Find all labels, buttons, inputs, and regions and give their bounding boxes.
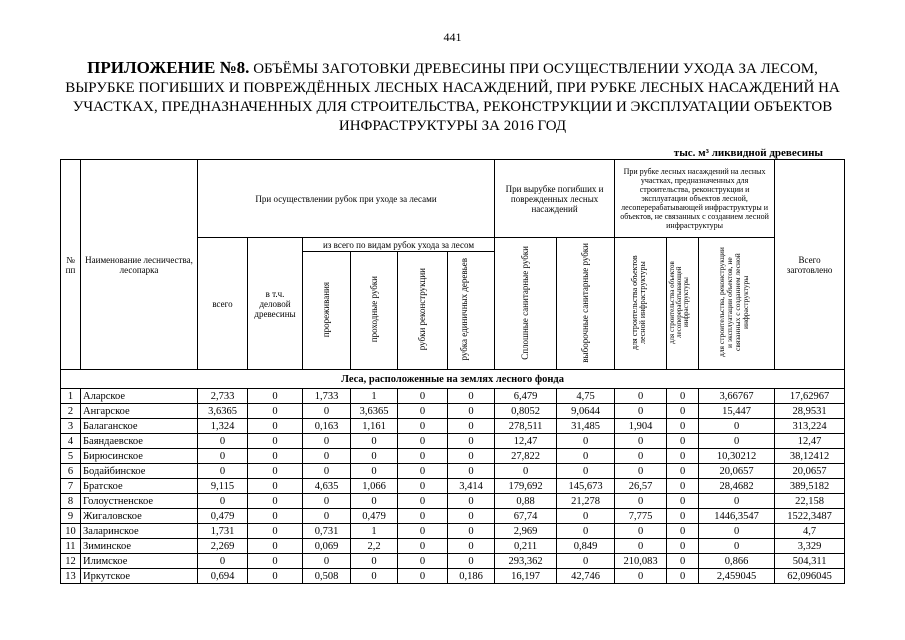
table-cell: 0 [667, 404, 699, 419]
table-cell: 0 [448, 539, 495, 554]
header-selective-sanitary-text: выборочные санитарные рубки [580, 242, 591, 363]
page-title [60, 58, 845, 136]
table-cell: 6,479 [495, 389, 557, 404]
forestry-name: Ангарское [81, 404, 198, 419]
table-cell: 16,197 [495, 569, 557, 584]
table-cell: 0 [615, 404, 667, 419]
section-title: Леса, расположенные на землях лесного фонда [61, 370, 845, 389]
table-cell: 0 [699, 419, 775, 434]
table-cell: 0,069 [303, 539, 351, 554]
table-cell: 2,459045 [699, 569, 775, 584]
table-cell: 0 [667, 389, 699, 404]
table-cell: 179,692 [495, 479, 557, 494]
table-cell: 38,12412 [775, 449, 845, 464]
table-cell: 0 [398, 479, 448, 494]
table-row [61, 479, 845, 494]
table-cell: 2,2 [351, 539, 398, 554]
table-cell: 3,6365 [198, 404, 248, 419]
table-cell: 0 [248, 389, 303, 404]
table-cell: 0 [667, 569, 699, 584]
table-cell: 2,269 [198, 539, 248, 554]
row-number: 13 [61, 569, 81, 584]
table-cell: 0 [667, 419, 699, 434]
row-number: 9 [61, 509, 81, 524]
forestry-name: Илимское [81, 554, 198, 569]
table-cell: 0 [351, 569, 398, 584]
table-row [61, 494, 845, 509]
table-cell: 26,57 [615, 479, 667, 494]
table-cell: 0 [557, 524, 615, 539]
table-cell: 0 [398, 464, 448, 479]
table-cell: 278,511 [495, 419, 557, 434]
table-cell: 31,485 [557, 419, 615, 434]
table-cell: 0 [448, 494, 495, 509]
title-rest: ОБЪЁМЫ ЗАГОТОВКИ ДРЕВЕСИНЫ ПРИ ОСУЩЕСТВЛЕНИИ УХОДА ЗА ЛЕСОМ, ВЫРУБКЕ ПОГИБШИХ И ПОВРЕЖДЁННЫХ ЛЕСНЫХ НАСАЖДЕНИЙ, ПРИ РУБКЕ ЛЕСНЫХ НАСАЖДЕНИЙ НА УЧАСТКАХ, ПРЕДНАЗНАЧЕННЫХ ДЛЯ СТРОИТЕЛЬСТВА, РЕКОНСТРУКЦИИ И ЭКСПЛУАТАЦИИ ОБЪЕКТОВ ИНФРАСТРУКТУРЫ ЗА 2016 ГОД [65, 61, 840, 134]
table-cell: 4,75 [557, 389, 615, 404]
table-cell: 0 [198, 434, 248, 449]
table-cell: 0 [398, 404, 448, 419]
table-cell: 0 [248, 524, 303, 539]
table-cell: 0 [248, 494, 303, 509]
header-single-trees [448, 252, 495, 370]
table-cell: 0 [495, 464, 557, 479]
table-header [61, 160, 845, 370]
table-cell: 0 [448, 449, 495, 464]
table-cell: 0 [248, 509, 303, 524]
table-cell: 0 [557, 554, 615, 569]
header-infra-forest-text: для строительства объектов лесной инфраструктуры [629, 255, 647, 350]
forestry-name: Братское [81, 479, 198, 494]
table-row [61, 419, 845, 434]
header-thinning-text: прореживания [321, 281, 331, 338]
table-cell: 0,479 [198, 509, 248, 524]
header-infra-forest [615, 238, 667, 370]
header-passing [351, 252, 398, 370]
table-cell: 0 [448, 404, 495, 419]
table-cell: 0 [398, 509, 448, 524]
table-cell: 0 [667, 449, 699, 464]
row-number: 6 [61, 464, 81, 479]
forestry-name: Бодайбинское [81, 464, 198, 479]
table-cell: 0 [198, 494, 248, 509]
table-cell: 0 [351, 494, 398, 509]
table-cell: 0 [615, 539, 667, 554]
table-cell: 3,414 [448, 479, 495, 494]
table-cell: 0 [303, 494, 351, 509]
table-cell: 0 [303, 464, 351, 479]
table-row [61, 449, 845, 464]
table-cell: 0 [667, 479, 699, 494]
table-cell: 3,329 [775, 539, 845, 554]
table-cell: 22,158 [775, 494, 845, 509]
header-total: всего [198, 238, 248, 370]
harvest-table [60, 159, 845, 584]
header-clear-sanitary-text: Сплошные санитарные рубки [520, 245, 531, 360]
table-cell: 0 [198, 554, 248, 569]
table-cell: 0 [198, 464, 248, 479]
header-selective-sanitary [557, 238, 615, 370]
header-single-trees-text: рубка единичных деревьев [459, 258, 470, 361]
header-dead-group: При вырубке погибших и поврежденных лесных насаждений [495, 160, 615, 238]
table-cell: 0 [398, 389, 448, 404]
table-cell: 0 [699, 494, 775, 509]
table-cell: 0 [351, 434, 398, 449]
forestry-name: Жигаловское [81, 509, 198, 524]
table-row [61, 464, 845, 479]
table-cell: 0 [303, 449, 351, 464]
table-cell: 1,161 [351, 419, 398, 434]
table-cell: 0 [667, 524, 699, 539]
row-number: 2 [61, 404, 81, 419]
table-cell: 20,0657 [775, 464, 845, 479]
table-cell: 1,324 [198, 419, 248, 434]
table-cell: 0 [248, 554, 303, 569]
table-cell: 0 [699, 524, 775, 539]
table-cell: 0 [398, 419, 448, 434]
table-cell: 4,7 [775, 524, 845, 539]
table-cell: 3,66767 [699, 389, 775, 404]
table-row [61, 509, 845, 524]
table-cell: 0,8052 [495, 404, 557, 419]
table-cell: 0 [248, 464, 303, 479]
forestry-name: Зиминское [81, 539, 198, 554]
table-cell: 293,362 [495, 554, 557, 569]
table-cell: 0 [448, 389, 495, 404]
table-cell: 0 [615, 524, 667, 539]
table-row [61, 404, 845, 419]
table-cell: 42,746 [557, 569, 615, 584]
table-cell: 0 [667, 539, 699, 554]
table-cell: 0,186 [448, 569, 495, 584]
table-cell: 12,47 [775, 434, 845, 449]
header-thinning [303, 252, 351, 370]
table-cell: 1 [351, 524, 398, 539]
header-reconstruction-text: рубки реконструкции [417, 268, 427, 351]
table-cell: 0,508 [303, 569, 351, 584]
forestry-name: Заларинское [81, 524, 198, 539]
table-cell: 0 [398, 554, 448, 569]
table-cell: 2,733 [198, 389, 248, 404]
forestry-name: Балаганское [81, 419, 198, 434]
header-by-type: из всего по видам рубок ухода за лесом [303, 238, 495, 252]
forestry-name: Иркутское [81, 569, 198, 584]
table-cell: 0 [303, 434, 351, 449]
table-cell: 0 [398, 569, 448, 584]
header-infra-other-text: для строительства, реконструкции и эксплуатации объектов, не связанных с созданием лесной инфраструктуры [716, 247, 750, 358]
units-label: тыс. м³ ликвидной древесины [673, 147, 823, 159]
table-cell: 0 [667, 434, 699, 449]
forestry-name: Аларское [81, 389, 198, 404]
table-cell: 3,6365 [351, 404, 398, 419]
table-cell: 0 [351, 464, 398, 479]
table-cell: 0 [303, 554, 351, 569]
row-number: 7 [61, 479, 81, 494]
table-cell: 0 [303, 509, 351, 524]
table-cell: 9,0644 [557, 404, 615, 419]
table-cell: 28,9531 [775, 404, 845, 419]
table-cell: 17,62967 [775, 389, 845, 404]
table-cell: 1522,3487 [775, 509, 845, 524]
table-cell: 20,0657 [699, 464, 775, 479]
table-cell: 0 [448, 509, 495, 524]
table-cell: 0 [557, 449, 615, 464]
table-cell: 9,115 [198, 479, 248, 494]
row-number: 11 [61, 539, 81, 554]
header-infra-group: При рубке лесных насаждений на лесных участках, предназначенных для строительства, реконструкции и эксплуатации объектов лесной, лесоперерабатывающей инфраструктуры и объектов, не связанных с созданием лесной инфраструктуры [615, 160, 775, 238]
table-cell: 0 [248, 449, 303, 464]
header-incl-deadwood: в т.ч. деловой древесины [248, 238, 303, 370]
row-number: 8 [61, 494, 81, 509]
forestry-name: Голоустненское [81, 494, 198, 509]
row-number: 10 [61, 524, 81, 539]
table-cell: 1446,3547 [699, 509, 775, 524]
table-cell: 0 [615, 569, 667, 584]
table-cell: 0 [557, 434, 615, 449]
table-cell: 0 [557, 509, 615, 524]
table-cell: 0 [248, 419, 303, 434]
table-cell: 0 [248, 434, 303, 449]
table-cell: 0,88 [495, 494, 557, 509]
table-row [61, 539, 845, 554]
header-passing-text: проходные рубки [368, 276, 379, 343]
table-cell: 0 [351, 554, 398, 569]
header-reconstruction [398, 252, 448, 370]
row-number: 12 [61, 554, 81, 569]
row-number: 5 [61, 449, 81, 464]
table-cell: 0 [398, 434, 448, 449]
table-cell: 0 [615, 434, 667, 449]
table-cell: 0 [448, 419, 495, 434]
table-cell: 0 [448, 464, 495, 479]
table-row [61, 569, 845, 584]
forestry-name: Бирюсинское [81, 449, 198, 464]
table-cell: 27,822 [495, 449, 557, 464]
header-care-group: При осуществлении рубок при уходе за лесами [198, 160, 495, 238]
table-body [61, 370, 845, 584]
table-cell: 15,447 [699, 404, 775, 419]
row-number: 1 [61, 389, 81, 404]
table-cell: 0 [448, 524, 495, 539]
table-cell: 1,066 [351, 479, 398, 494]
table-cell: 0,731 [303, 524, 351, 539]
forestry-name: Баяндаевское [81, 434, 198, 449]
table-cell: 1,731 [198, 524, 248, 539]
table-cell: 0 [398, 494, 448, 509]
table-cell: 0 [699, 539, 775, 554]
table-cell: 0,211 [495, 539, 557, 554]
table-cell: 0 [615, 389, 667, 404]
header-name: Наименование лесничества, лесопарка [81, 160, 198, 370]
table-row [61, 554, 845, 569]
table-cell: 0 [667, 494, 699, 509]
table-cell: 62,096045 [775, 569, 845, 584]
table-cell: 0 [398, 449, 448, 464]
table-cell: 1 [351, 389, 398, 404]
page-number: 441 [443, 30, 462, 44]
table-cell: 0 [398, 539, 448, 554]
row-number: 3 [61, 419, 81, 434]
title-lead: ПРИЛОЖЕНИЕ №8. [87, 58, 250, 77]
table-cell: 145,673 [557, 479, 615, 494]
header-clear-sanitary [495, 238, 557, 370]
table-cell: 0 [248, 479, 303, 494]
table-cell: 12,47 [495, 434, 557, 449]
table-cell: 2,969 [495, 524, 557, 539]
table-cell: 0,163 [303, 419, 351, 434]
table-cell: 67,74 [495, 509, 557, 524]
header-grand-total: Всего заготовлено [775, 160, 845, 370]
table-cell: 1,733 [303, 389, 351, 404]
table-row [61, 434, 845, 449]
table-cell: 0,866 [699, 554, 775, 569]
table-cell: 0 [615, 449, 667, 464]
header-infra-other [699, 238, 775, 370]
table-row [61, 524, 845, 539]
table-cell: 389,5182 [775, 479, 845, 494]
table-cell: 0 [248, 569, 303, 584]
section-row [61, 370, 845, 389]
table-cell: 0 [448, 434, 495, 449]
table-cell: 7,775 [615, 509, 667, 524]
table-cell: 0 [198, 449, 248, 464]
table-cell: 0 [667, 464, 699, 479]
table-cell: 313,224 [775, 419, 845, 434]
table-cell: 21,278 [557, 494, 615, 509]
table-row [61, 389, 845, 404]
header-infra-processing [667, 238, 699, 370]
table-cell: 4,635 [303, 479, 351, 494]
table-cell: 0,849 [557, 539, 615, 554]
table-cell: 0 [248, 539, 303, 554]
table-cell: 0 [557, 464, 615, 479]
table-cell: 0 [699, 434, 775, 449]
table-cell: 0,694 [198, 569, 248, 584]
table-cell: 0 [351, 449, 398, 464]
table-cell: 28,4682 [699, 479, 775, 494]
table-cell: 0,479 [351, 509, 398, 524]
table-cell: 0 [667, 554, 699, 569]
table-cell: 0 [615, 494, 667, 509]
header-infra-processing-text: для строительства объектов лесоперерабатывающей инфраструктуры [668, 261, 691, 344]
table-cell: 210,083 [615, 554, 667, 569]
table-cell: 1,904 [615, 419, 667, 434]
table-cell: 0 [398, 524, 448, 539]
table-cell: 0 [248, 404, 303, 419]
table-cell: 504,311 [775, 554, 845, 569]
table-cell: 10,30212 [699, 449, 775, 464]
row-number: 4 [61, 434, 81, 449]
table-cell: 0 [303, 404, 351, 419]
table-cell: 0 [667, 509, 699, 524]
header-num: № пп [61, 160, 81, 370]
table-cell: 0 [448, 554, 495, 569]
table-cell: 0 [615, 464, 667, 479]
